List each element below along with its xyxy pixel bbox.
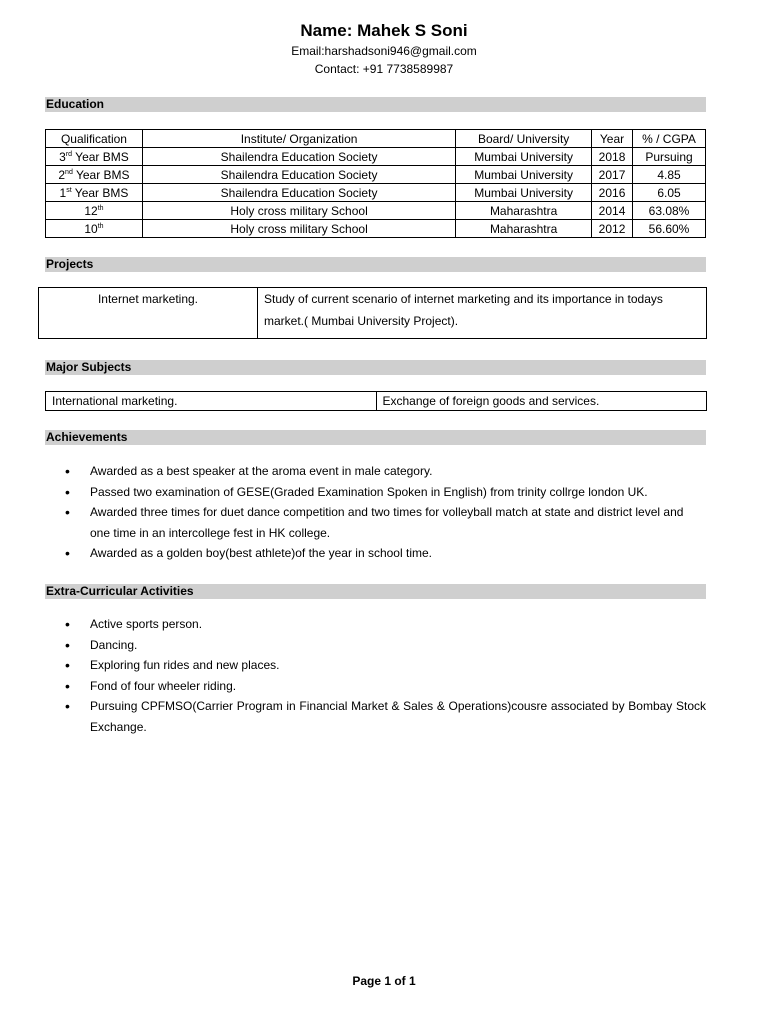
education-table [45, 129, 706, 238]
institute-cell: Shailendra Education Society [142, 166, 455, 184]
achievements-list [45, 461, 706, 564]
institute-cell: Shailendra Education Society [142, 148, 455, 166]
table-row [46, 184, 706, 202]
qualification-cell: 2nd Year BMS [46, 166, 143, 184]
subjects-heading: Major Subjects [45, 360, 706, 375]
contact-line: Contact: +91 7738589987 [314, 62, 454, 76]
board-cell: Mumbai University [456, 166, 592, 184]
score-cell: 6.05 [633, 184, 706, 202]
extracurricular-heading: Extra-Curricular Activities [45, 584, 706, 599]
list-item: • Active sports person. [45, 614, 706, 635]
year-cell: 2018 [592, 148, 633, 166]
score-cell: Pursuing [633, 148, 706, 166]
score-cell: 63.08% [633, 202, 706, 220]
score-cell: 4.85 [633, 166, 706, 184]
list-item: • Dancing. [45, 635, 706, 656]
table-row [46, 392, 707, 411]
score-cell: 56.60% [633, 220, 706, 238]
list-item: • Exploring fun rides and new places. [45, 655, 706, 676]
qualification-cell: 3rd Year BMS [46, 148, 143, 166]
table-row [46, 166, 706, 184]
projects-heading: Projects [45, 257, 706, 272]
qualification-cell: 10th [46, 220, 143, 238]
table-row [39, 288, 707, 339]
list-item: • Awarded three times for duet dance competition and two times for volleyball match at state and district level and one time in an intercollege fest in HK college. [45, 502, 706, 543]
list-item: • Passed two examination of GESE(Graded Examination Spoken in English) from trinity collrge london UK. [45, 482, 706, 503]
project-description: Study of current scenario of internet marketing and its importance in todays market.( Mumbai University Project). [258, 288, 707, 339]
list-item: • Awarded as a best speaker at the aroma event in male category. [45, 461, 706, 482]
subject-item: Exchange of foreign goods and services. [376, 392, 707, 411]
subjects-table [45, 391, 707, 411]
institute-cell: Holy cross military School [142, 202, 455, 220]
subject-item: International marketing. [46, 392, 377, 411]
board-cell: Maharashtra [456, 220, 592, 238]
year-cell: 2014 [592, 202, 633, 220]
col-header-board: Board/ University [456, 130, 592, 148]
col-header-qualification: Qualification [46, 130, 143, 148]
year-cell: 2017 [592, 166, 633, 184]
institute-cell: Holy cross military School [142, 220, 455, 238]
year-cell: 2016 [592, 184, 633, 202]
qualification-cell: 12th [46, 202, 143, 220]
resume-header [0, 20, 768, 78]
table-row [46, 202, 706, 220]
institute-cell: Shailendra Education Society [142, 184, 455, 202]
col-header-institute: Institute/ Organization [142, 130, 455, 148]
candidate-name: Name: Mahek S Soni [300, 21, 468, 40]
qualification-cell: 1st Year BMS [46, 184, 143, 202]
extracurricular-list [45, 614, 706, 737]
list-item: • Fond of four wheeler riding. [45, 676, 706, 697]
board-cell: Maharashtra [456, 202, 592, 220]
list-item: • Pursuing CPFMSO(Carrier Program in Financial Market & Sales & Operations)cousre associated by Bombay Stock Exchange. [45, 696, 706, 737]
board-cell: Mumbai University [456, 148, 592, 166]
page-number: Page 1 of 1 [352, 974, 416, 988]
achievements-heading: Achievements [45, 430, 706, 445]
education-header-row [46, 130, 706, 148]
email-line: Email:harshadsoni946@gmail.com [291, 44, 477, 58]
projects-table [38, 287, 707, 339]
list-item: • Awarded as a golden boy(best athlete)of the year in school time. [45, 543, 706, 564]
project-name: Internet marketing. [39, 288, 258, 339]
table-row [46, 148, 706, 166]
education-heading: Education [45, 97, 706, 112]
table-row [46, 220, 706, 238]
col-header-year: Year [592, 130, 633, 148]
board-cell: Mumbai University [456, 184, 592, 202]
year-cell: 2012 [592, 220, 633, 238]
col-header-score: % / CGPA [633, 130, 706, 148]
